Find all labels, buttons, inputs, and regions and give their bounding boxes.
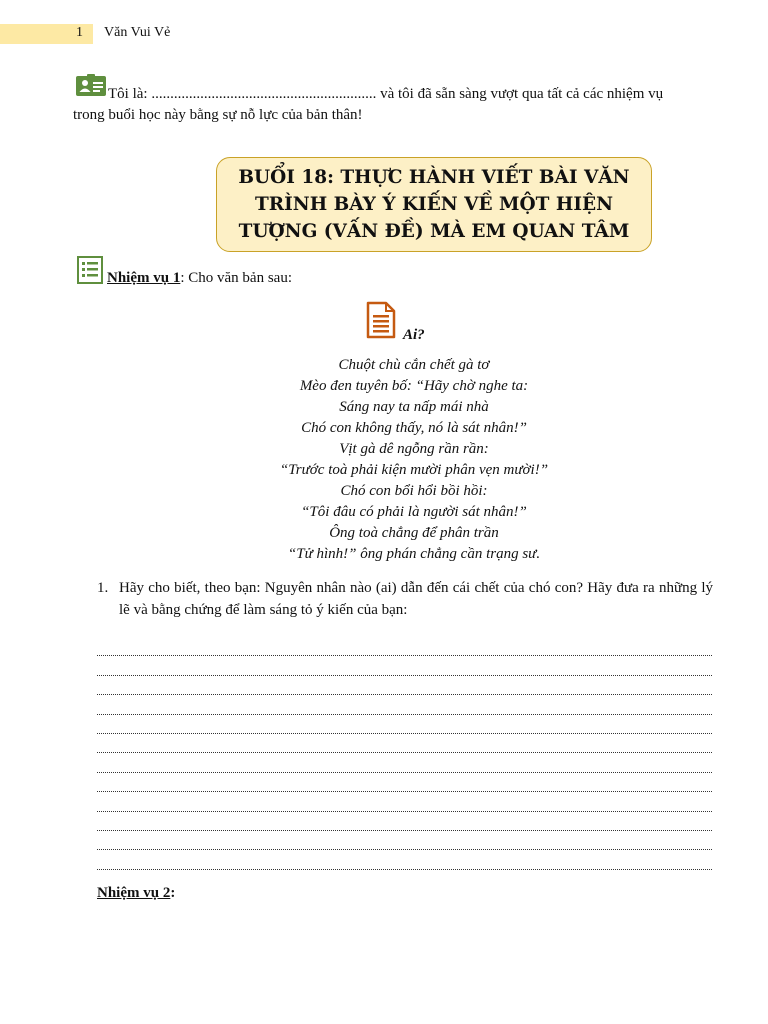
task-2-text: :	[170, 885, 176, 901]
answer-line[interactable]	[97, 695, 712, 714]
answer-line[interactable]	[97, 676, 712, 695]
poem-line: Mèo đen tuyên bố: “Hãy chờ nghe ta:	[299, 378, 529, 394]
poem-line: Chó con không thấy, nó là sát nhân!”	[301, 420, 527, 436]
intro-line-2: trong buổi học này bằng sự nỗ lực của bản thân!	[73, 107, 363, 123]
question-text: Hãy cho biết, theo bạn: Nguyên nhân nào (ai) dẫn đến cái chết của chó con? Hãy đưa ra những lý lẽ và bằng chứng để làm sáng tỏ ý kiến của bạn:	[119, 580, 713, 618]
question-1	[97, 577, 713, 621]
answer-line[interactable]	[97, 773, 712, 792]
poem-line: “Tôi đâu có phải là người sát nhân!”	[301, 504, 527, 520]
poem-line: Ông toà chẳng để phân trần	[329, 525, 499, 541]
checklist-icon	[77, 256, 103, 289]
intro-line-1: Tôi là: ............................................................ và tôi đã sẵn sàng vượt qua tất cả các nhiệm vụ	[108, 86, 664, 102]
answer-line[interactable]	[97, 812, 712, 831]
task-1-label: Nhiệm vụ 1	[107, 270, 181, 286]
answer-line[interactable]	[97, 792, 712, 811]
task-2-label: Nhiệm vụ 2	[97, 885, 171, 901]
lesson-title: BUỔI 18: THỰC HÀNH VIẾT BÀI VĂN TRÌNH BÀY Ý KIẾN VỀ MỘT HIỆN TƯỢNG (VẤN ĐỀ) MÀ EM QUAN TÂM	[238, 167, 630, 242]
poem-line: “Tử hình!” ông phán chẳng cần trạng sư.	[287, 546, 541, 562]
poem	[0, 355, 768, 565]
answer-line[interactable]	[97, 831, 712, 850]
poem-line: “Trước toà phải kiện mười phân vẹn mười!”	[279, 462, 549, 478]
answer-line[interactable]	[97, 850, 712, 869]
answer-line[interactable]	[97, 656, 712, 675]
poem-line: Vịt gà dê ngỗng rần rần:	[339, 441, 489, 457]
document-icon	[366, 301, 396, 344]
task-1	[107, 270, 292, 287]
poem-line: Chuột chù cắn chết gà tơ	[338, 357, 490, 373]
question-number: 1.	[97, 580, 109, 596]
task-2	[97, 885, 175, 902]
header-title: Văn Vui Vẻ	[104, 25, 171, 40]
lesson-title-box	[216, 157, 652, 252]
answer-line[interactable]	[97, 753, 712, 772]
answer-line[interactable]	[97, 637, 712, 656]
page-header	[0, 24, 768, 44]
task-1-text: : Cho văn bản sau:	[180, 270, 292, 286]
poem-title: Ai?	[403, 327, 425, 343]
answer-line[interactable]	[97, 715, 712, 734]
answer-area[interactable]	[97, 637, 712, 870]
poem-line: Sáng nay ta nấp mái nhà	[339, 399, 489, 415]
poem-line: Chó con bổi hổi bồi hồi:	[340, 483, 488, 499]
answer-line[interactable]	[97, 734, 712, 753]
intro-paragraph	[73, 84, 713, 126]
page-number: 1	[76, 25, 83, 40]
